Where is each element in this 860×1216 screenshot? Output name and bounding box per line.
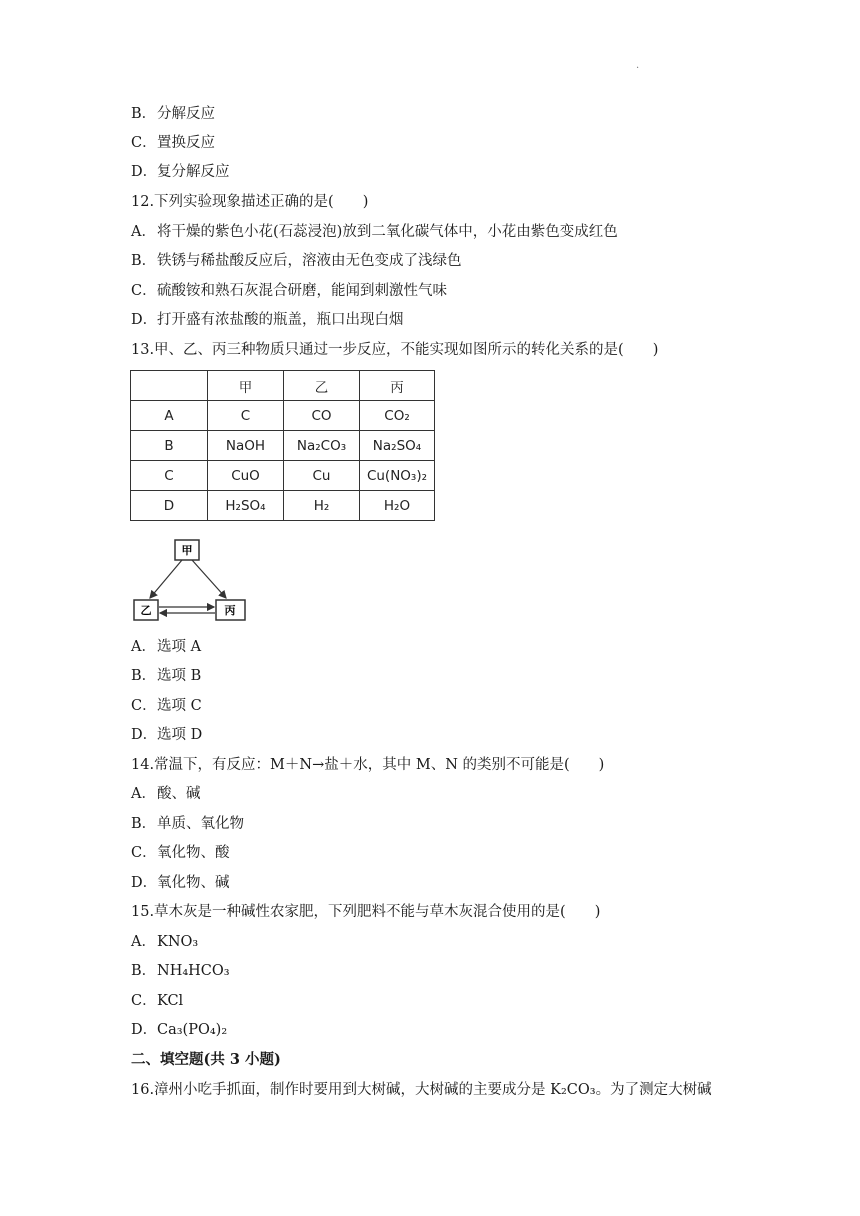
table-row	[131, 431, 435, 461]
q13-option-c[interactable]	[131, 696, 202, 716]
q14-option-a[interactable]	[131, 784, 201, 804]
table-cell: D	[131, 491, 208, 521]
table-row	[131, 491, 435, 521]
option-letter: B．	[131, 106, 157, 122]
option-text: 将干燥的紫色小花(石蕊浸泡)放到二氧化碳气体中，小花由紫色变成红色	[157, 224, 618, 240]
option-text: 单质、氧化物	[157, 816, 244, 832]
option-letter: C．	[131, 135, 157, 151]
q15-option-d[interactable]	[131, 1020, 227, 1040]
option-letter: C．	[131, 283, 157, 299]
q14-option-b[interactable]	[131, 814, 244, 834]
option-letter: A．	[131, 934, 156, 950]
option-letter: D．	[131, 312, 158, 328]
q11-option-c[interactable]	[131, 133, 215, 153]
q11-option-d[interactable]	[131, 162, 230, 182]
option-letter: A．	[131, 224, 156, 240]
option-letter: A．	[131, 639, 156, 655]
option-text: 打开盛有浓盐酸的瓶盖，瓶口出现白烟	[157, 312, 404, 328]
q13-table	[130, 370, 435, 521]
option-letter: B．	[131, 816, 157, 832]
q13-stem: 13.甲、乙、丙三种物质只通过一步反应，不能实现如图所示的转化关系的是( )	[131, 342, 659, 358]
node-yi-label: 乙	[140, 604, 152, 617]
node-bing-label: 丙	[224, 604, 236, 617]
option-letter: A．	[131, 786, 156, 802]
option-letter: C．	[131, 993, 157, 1009]
option-text: 分解反应	[157, 106, 215, 122]
q14-option-d[interactable]	[131, 873, 230, 893]
option-text: 选项 A	[157, 639, 202, 655]
option-text: 选项 C	[157, 698, 202, 714]
q14-option-c[interactable]	[131, 843, 230, 863]
option-letter: B．	[131, 253, 157, 269]
corner-mark: .	[636, 60, 640, 71]
table-cell: H₂SO₄	[208, 491, 284, 521]
table-cell: C	[208, 401, 284, 431]
table-cell: Na₂CO₃	[284, 431, 360, 461]
q12-option-c[interactable]	[131, 281, 447, 301]
table-cell: B	[131, 431, 208, 461]
table-header-row	[131, 371, 435, 401]
q15-option-c[interactable]	[131, 991, 183, 1011]
table-cell: Cu(NO₃)₂	[360, 461, 435, 491]
q12-option-b[interactable]	[131, 251, 462, 271]
table-cell: A	[131, 401, 208, 431]
option-text: 氧化物、碱	[157, 875, 230, 891]
q15-option-a[interactable]	[131, 932, 198, 952]
option-letter: D．	[131, 164, 158, 180]
table-header-cell: 乙	[284, 371, 360, 401]
q12-option-d[interactable]	[131, 310, 404, 330]
table-cell: Na₂SO₄	[360, 431, 435, 461]
table-cell: H₂O	[360, 491, 435, 521]
table-cell: NaOH	[208, 431, 284, 461]
option-text: KNO₃	[157, 934, 199, 950]
option-text: 氧化物、酸	[157, 845, 230, 861]
table-header-cell: 甲	[208, 371, 284, 401]
q13-option-d[interactable]	[131, 725, 202, 745]
q12-stem: 12.下列实验现象描述正确的是( )	[131, 194, 369, 210]
table-row	[131, 401, 435, 431]
option-letter: B．	[131, 963, 157, 979]
node-jia-label: 甲	[181, 544, 193, 557]
q12-option-a[interactable]	[131, 222, 618, 242]
table-cell: C	[131, 461, 208, 491]
q13-option-a[interactable]	[131, 637, 201, 657]
q16-stem: 16.漳州小吃手抓面，制作时要用到大树碱，大树碱的主要成分是 K₂CO₃。为了测定大树碱	[131, 1082, 712, 1098]
table-cell: CuO	[208, 461, 284, 491]
option-text: 酸、碱	[157, 786, 201, 802]
table-cell: H₂	[284, 491, 360, 521]
option-text: NH₄HCO₃	[157, 963, 230, 979]
table-cell: CO	[284, 401, 360, 431]
option-text: 铁锈与稀盐酸反应后，溶液由无色变成了浅绿色	[157, 253, 462, 269]
option-letter: B．	[131, 668, 157, 684]
q13-option-b[interactable]	[131, 666, 201, 686]
option-letter: D．	[131, 727, 158, 743]
option-text: KCl	[157, 993, 184, 1009]
arrow-jia-to-bing	[192, 560, 226, 598]
q14-stem: 14.常温下，有反应：M＋N→盐＋水，其中 M、N 的类别不可能是( )	[131, 757, 605, 773]
option-text: 硫酸铵和熟石灰混合研磨，能闻到刺激性气味	[157, 283, 447, 299]
q15-stem: 15.草木灰是一种碱性农家肥，下列肥料不能与草木灰混合使用的是( )	[131, 904, 601, 920]
q15-option-b[interactable]	[131, 961, 230, 981]
option-letter: D．	[131, 1022, 158, 1038]
table-cell: Cu	[284, 461, 360, 491]
section-title: 二、填空题(共 3 小题)	[131, 1051, 281, 1068]
transformation-diagram	[130, 536, 250, 628]
option-text: Ca₃(PO₄)₂	[157, 1022, 228, 1038]
option-text: 置换反应	[157, 135, 215, 151]
option-text: 选项 D	[157, 727, 203, 743]
arrow-jia-to-yi	[150, 560, 182, 598]
table-header-cell	[131, 371, 208, 401]
table-cell: CO₂	[360, 401, 435, 431]
option-letter: C．	[131, 698, 157, 714]
table-row	[131, 461, 435, 491]
table-header-cell: 丙	[360, 371, 435, 401]
q11-option-b[interactable]	[131, 104, 215, 124]
option-text: 选项 B	[157, 668, 202, 684]
option-text: 复分解反应	[157, 164, 230, 180]
option-letter: C．	[131, 845, 157, 861]
option-letter: D．	[131, 875, 158, 891]
